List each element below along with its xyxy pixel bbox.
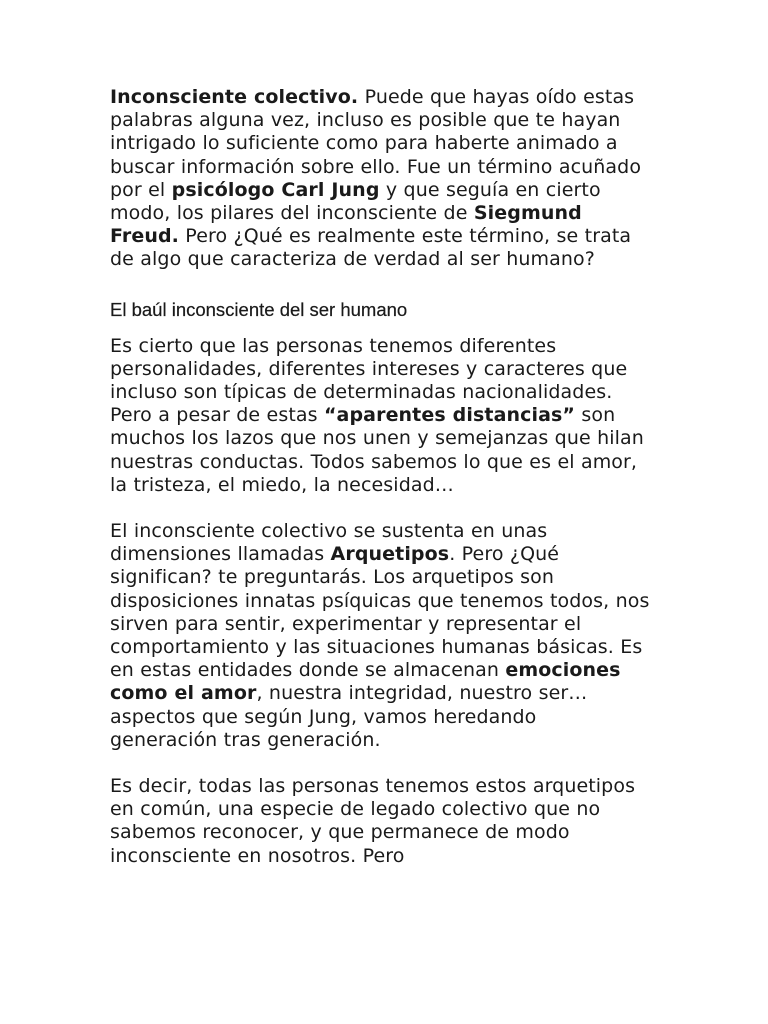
archetypes-text-3: , nuestra integridad, nuestro ser… aspectos que según Jung, vamos heredando generación tras generación. (110, 682, 588, 751)
term-apparent-distances: “aparentes distancias” (323, 404, 576, 427)
term-carl-jung: psicólogo Carl Jung (171, 178, 380, 201)
intro-text-2: y que seguía en cierto modo, los pilares del inconsciente de (110, 178, 601, 225)
intro-text-3: Pero ¿Qué es realmente este término, se trata de algo que caracteriza de verdad al ser humano? (110, 225, 632, 271)
intro-paragraph (110, 86, 650, 272)
intro-text-1: Puede que hayas oído estas palabras alguna vez, incluso es posible que te hayan intrigado lo suficiente como para haberte animado a buscar información sobre ello. Fue un término acuñado por el (110, 86, 642, 201)
term-archetypes: Arquetipos (330, 543, 450, 566)
personalities-text-1: Es cierto que las personas tenemos diferentes personalidades, diferentes intereses y caracteres que incluso son típicas de determinadas nacionalidades. Pero a pesar de estas (110, 334, 628, 427)
document-page (110, 86, 650, 868)
personalities-paragraph (110, 335, 650, 497)
term-collective-unconscious: Inconsciente colectivo. (110, 86, 359, 108)
term-siegmund-freud: Siegmund Freud. (110, 202, 582, 248)
legacy-text-1: Es decir, todas las personas tenemos estos arquetipos en común, una especie de legado colectivo que no sabemos reconocer, y que permanece de modo inconsciente en nosotros. Pero (110, 775, 636, 867)
legacy-paragraph (110, 775, 650, 868)
archetypes-paragraph (110, 520, 650, 752)
personalities-text-2: son muchos los lazos que nos unen y semejanzas que hilan nuestras conductas. Todos sabemos lo que es el amor, la tristeza, el miedo, la necesidad… (110, 404, 644, 496)
term-emotions-like-love: emociones como el amor (110, 659, 621, 705)
section-heading: El baúl inconsciente del ser humano (110, 298, 408, 320)
archetypes-text-1: El inconsciente colectivo se sustenta en unas dimensiones llamadas (110, 520, 548, 566)
archetypes-text-2: . Pero ¿Qué significan? te preguntarás. Los arquetipos son disposiciones innatas psíquicas que tenemos todos, nos sirven para sentir, experimentar y representar el comportamiento y las situaciones humanas básicas. Es en estas entidades donde se almacenan (110, 543, 650, 682)
